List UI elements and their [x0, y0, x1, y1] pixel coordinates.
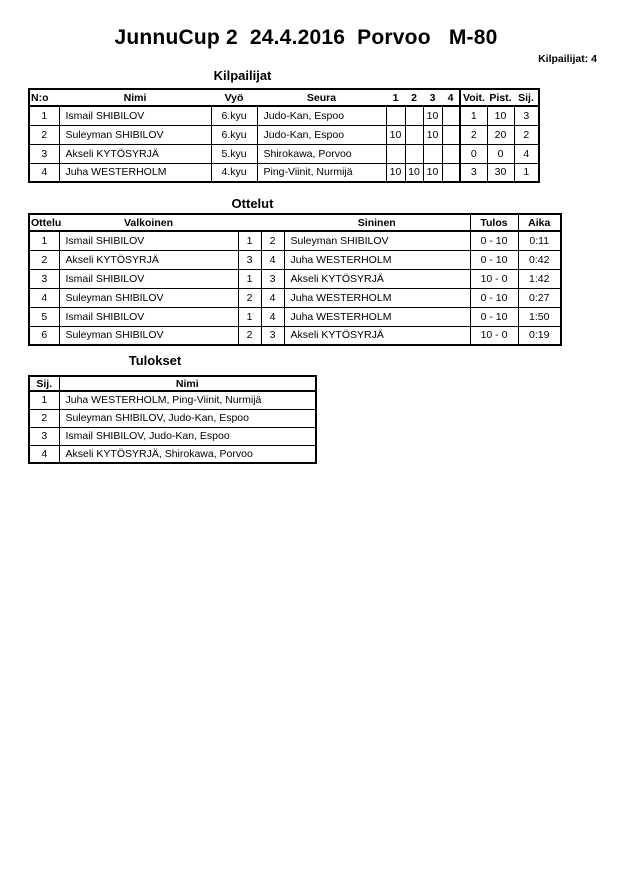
wins-value: 1 [460, 106, 487, 125]
result-place: 2 [29, 409, 59, 427]
result-row [29, 409, 316, 427]
score-vs-2 [405, 106, 423, 125]
result-row [29, 391, 316, 409]
matches-header-row [29, 214, 561, 231]
wins-value: 0 [460, 144, 487, 163]
score-vs-1 [386, 106, 405, 125]
score-vs-3: 10 [423, 163, 442, 182]
wins-value: 3 [460, 163, 487, 182]
column-header-name: Nimi [59, 89, 211, 106]
match-row [29, 326, 561, 345]
blue-player-number: 4 [261, 288, 284, 307]
match-number: 6 [29, 326, 59, 345]
match-number: 4 [29, 288, 59, 307]
competitor-belt: 4.kyu [211, 163, 257, 182]
result-row [29, 445, 316, 463]
match-time: 1:50 [518, 307, 561, 326]
match-result: 0 - 10 [470, 250, 518, 269]
column-header-opponent-4: 4 [442, 89, 460, 106]
result-name: Suleyman SHIBILOV, Judo-Kan, Espoo [59, 409, 316, 427]
competitor-number: 4 [29, 163, 59, 182]
white-player-number: 1 [238, 269, 261, 288]
competitors-section-heading: Kilpailijat [213, 68, 272, 83]
place-value: 3 [514, 106, 539, 125]
matches-table [28, 213, 562, 346]
points-value: 30 [487, 163, 514, 182]
column-header-opponent-1: 1 [386, 89, 405, 106]
blue-player-name: Juha WESTERHOLM [284, 250, 470, 269]
page-title: JunnuCup 2 24.4.2016 Porvoo M-80 [114, 26, 498, 49]
competitors-header-row [29, 89, 539, 106]
match-number: 5 [29, 307, 59, 326]
result-place: 4 [29, 445, 59, 463]
column-header-time: Aika [518, 214, 561, 231]
white-player-number: 1 [238, 307, 261, 326]
competitor-club: Judo-Kan, Espoo [257, 106, 386, 125]
competitor-club: Judo-Kan, Espoo [257, 125, 386, 144]
result-place: 1 [29, 391, 59, 409]
match-number: 2 [29, 250, 59, 269]
score-vs-3: 10 [423, 106, 442, 125]
result-name: Akseli KYTÖSYRJÄ, Shirokawa, Porvoo [59, 445, 316, 463]
blue-player-number: 3 [261, 326, 284, 345]
place-value: 1 [514, 163, 539, 182]
white-player-name: Akseli KYTÖSYRJÄ [59, 250, 238, 269]
score-vs-3 [423, 144, 442, 163]
place-value: 2 [514, 125, 539, 144]
competitor-row [29, 125, 539, 144]
score-vs-4 [442, 163, 460, 182]
competitor-club: Shirokawa, Porvoo [257, 144, 386, 163]
white-player-name: Suleyman SHIBILOV [59, 326, 238, 345]
match-result: 0 - 10 [470, 307, 518, 326]
result-place: 3 [29, 427, 59, 445]
competitor-number: 1 [29, 106, 59, 125]
points-value: 0 [487, 144, 514, 163]
white-player-name: Ismail SHIBILOV [59, 269, 238, 288]
results-header-row [29, 376, 316, 391]
match-row [29, 269, 561, 288]
column-header-no: N:o [29, 89, 59, 106]
blue-player-name: Juha WESTERHOLM [284, 288, 470, 307]
competitor-belt: 5.kyu [211, 144, 257, 163]
column-header-opponent-2: 2 [405, 89, 423, 106]
match-time: 0:27 [518, 288, 561, 307]
blue-player-number: 2 [261, 231, 284, 250]
competitor-row [29, 106, 539, 125]
blue-player-number: 3 [261, 269, 284, 288]
blue-player-name: Juha WESTERHOLM [284, 307, 470, 326]
column-header-match: Ottelu [29, 214, 59, 231]
score-vs-1 [386, 144, 405, 163]
score-vs-1: 10 [386, 125, 405, 144]
white-player-name: Ismail SHIBILOV [59, 307, 238, 326]
white-player-name: Suleyman SHIBILOV [59, 288, 238, 307]
match-time: 0:19 [518, 326, 561, 345]
match-row [29, 231, 561, 250]
competitor-belt: 6.kyu [211, 125, 257, 144]
blue-player-name: Akseli KYTÖSYRJÄ [284, 269, 470, 288]
match-time: 1:42 [518, 269, 561, 288]
blue-player-name: Suleyman SHIBILOV [284, 231, 470, 250]
match-number: 1 [29, 231, 59, 250]
points-value: 20 [487, 125, 514, 144]
competitor-name: Juha WESTERHOLM [59, 163, 211, 182]
white-player-number: 2 [238, 326, 261, 345]
competitor-name: Ismail SHIBILOV [59, 106, 211, 125]
white-player-number: 1 [238, 231, 261, 250]
result-name: Juha WESTERHOLM, Ping-Viinit, Nurmijä [59, 391, 316, 409]
competitors-count-label: Kilpailijat: 4 [538, 53, 597, 65]
column-header-place: Sij. [29, 376, 59, 391]
column-header-white-number [238, 214, 261, 231]
column-header-name: Nimi [59, 376, 316, 391]
wins-value: 2 [460, 125, 487, 144]
column-header-white: Valkoinen [59, 214, 238, 231]
score-vs-3: 10 [423, 125, 442, 144]
score-vs-2 [405, 144, 423, 163]
competitors-table [28, 88, 540, 183]
score-vs-4 [442, 106, 460, 125]
match-row [29, 307, 561, 326]
competitor-row [29, 144, 539, 163]
score-vs-4 [442, 144, 460, 163]
match-number: 3 [29, 269, 59, 288]
score-vs-4 [442, 125, 460, 144]
white-player-number: 3 [238, 250, 261, 269]
points-value: 10 [487, 106, 514, 125]
column-header-club: Seura [257, 89, 386, 106]
match-row [29, 250, 561, 269]
column-header-blue: Sininen [284, 214, 470, 231]
result-name: Ismail SHIBILOV, Judo-Kan, Espoo [59, 427, 316, 445]
competitor-number: 3 [29, 144, 59, 163]
blue-player-number: 4 [261, 250, 284, 269]
column-header-belt: Vyö [211, 89, 257, 106]
match-result: 10 - 0 [470, 326, 518, 345]
competitor-name: Suleyman SHIBILOV [59, 125, 211, 144]
score-vs-2: 10 [405, 163, 423, 182]
column-header-opponent-3: 3 [423, 89, 442, 106]
white-player-number: 2 [238, 288, 261, 307]
blue-player-number: 4 [261, 307, 284, 326]
white-player-name: Ismail SHIBILOV [59, 231, 238, 250]
competitor-belt: 6.kyu [211, 106, 257, 125]
place-value: 4 [514, 144, 539, 163]
column-header-blue-number [261, 214, 284, 231]
competitor-name: Akseli KYTÖSYRJÄ [59, 144, 211, 163]
match-result: 0 - 10 [470, 288, 518, 307]
match-row [29, 288, 561, 307]
column-header-points: Pist. [487, 89, 514, 106]
match-result: 10 - 0 [470, 269, 518, 288]
score-vs-2 [405, 125, 423, 144]
match-time: 0:11 [518, 231, 561, 250]
result-row [29, 427, 316, 445]
score-vs-1: 10 [386, 163, 405, 182]
competitor-number: 2 [29, 125, 59, 144]
results-section-heading: Tulokset [128, 353, 182, 368]
matches-section-heading: Ottelut [231, 196, 274, 211]
column-header-result: Tulos [470, 214, 518, 231]
column-header-place: Sij. [514, 89, 539, 106]
column-header-wins: Voit. [460, 89, 487, 106]
competitor-club: Ping-Viinit, Nurmijä [257, 163, 386, 182]
final-results-table [28, 375, 317, 464]
competitor-row [29, 163, 539, 182]
blue-player-name: Akseli KYTÖSYRJÄ [284, 326, 470, 345]
match-result: 0 - 10 [470, 231, 518, 250]
match-time: 0:42 [518, 250, 561, 269]
